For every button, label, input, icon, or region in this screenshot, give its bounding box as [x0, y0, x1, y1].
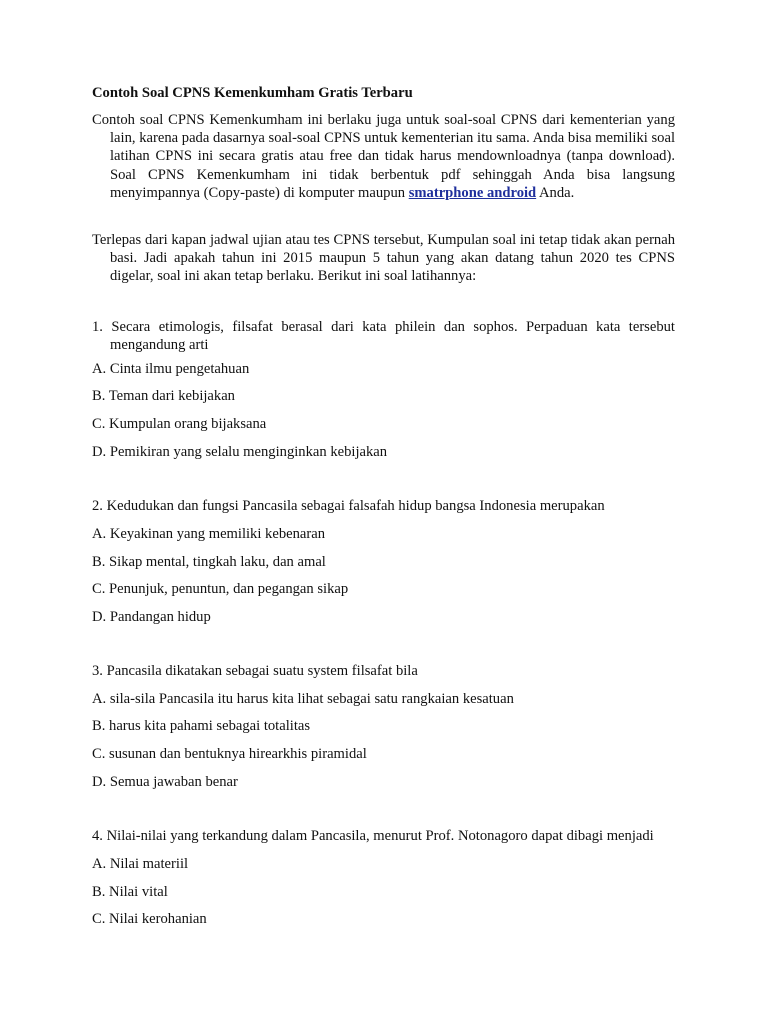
question-3-option-c: C. susunan dan bentuknya hirearkhis piramidal	[92, 746, 367, 762]
question-4-option-c: C. Nilai kerohanian	[92, 911, 207, 927]
intro-paragraph	[92, 111, 675, 202]
second-paragraph: Terlepas dari kapan jadwal ujian atau tes CPNS tersebut, Kumpulan soal ini tetap tidak akan pernah basi. Jadi apakah tahun ini 2015 maupun 5 tahun yang akan datang tahun 2020 tes CPNS digelar, soal ini akan tetap berlaku. Berikut ini soal latihannya:	[92, 232, 675, 285]
question-2-option-b: B. Sikap mental, tingkah laku, dan amal	[92, 554, 326, 570]
question-2-option-a: A. Keyakinan yang memiliki kebenaran	[92, 526, 326, 542]
question-3-option-d: D. Semua jawaban benar	[92, 774, 238, 790]
question-2: 2. Kedudukan dan fungsi Pancasila sebagai falsafah hidup bangsa Indonesia merupakan	[92, 498, 605, 514]
question-2-option-d: D. Pandangan hidup	[92, 609, 211, 625]
question-1-option-a: A. Cinta ilmu pengetahuan	[92, 361, 250, 377]
question-1-option-c: C. Kumpulan orang bijaksana	[92, 416, 267, 432]
question-4-option-b: B. Nilai vital	[92, 884, 168, 900]
intro-text-end: Anda.	[536, 184, 575, 201]
question-1-option-b: B. Teman dari kebijakan	[92, 388, 235, 404]
question-3-option-a: A. sila-sila Pancasila itu harus kita lihat sebagai satu rangkaian kesatuan	[92, 691, 514, 707]
intro-text: Contoh soal CPNS Kemenkumham ini berlaku juga untuk soal-soal CPNS dari kementerian yang lain, karena pada dasarnya soal-soal CPNS untuk kementerian itu sama. Anda bisa memiliki soal latihan CPNS ini secara gratis atau free dan tidak harus mendownloadnya (tanpa download). Soal CPNS Kemenkumham ini tidak berbentuk pdf sehinggah Anda bisa langsung menyimpannya (Copy-paste) di komputer maupun	[92, 112, 675, 201]
question-3-option-b: B. harus kita pahami sebagai totalitas	[92, 718, 311, 734]
question-2-option-c: C. Penunjuk, penuntun, dan pegangan sikap	[92, 581, 349, 597]
question-4: 4. Nilai-nilai yang terkandung dalam Pancasila, menurut Prof. Notonagoro dapat dibagi menjadi	[92, 828, 654, 844]
smartphone-android-link[interactable]: smatrphone android	[408, 184, 537, 201]
document-title: Contoh Soal CPNS Kemenkumham Gratis Terbaru	[92, 85, 413, 101]
question-1: 1. Secara etimologis, filsafat berasal dari kata philein dan sophos. Perpaduan kata tersebut mengandung arti	[92, 319, 675, 354]
question-4-option-a: A. Nilai materiil	[92, 856, 189, 872]
question-3: 3. Pancasila dikatakan sebagai suatu system filsafat bila	[92, 663, 418, 679]
question-1-option-d: D. Pemikiran yang selalu menginginkan kebijakan	[92, 444, 388, 460]
